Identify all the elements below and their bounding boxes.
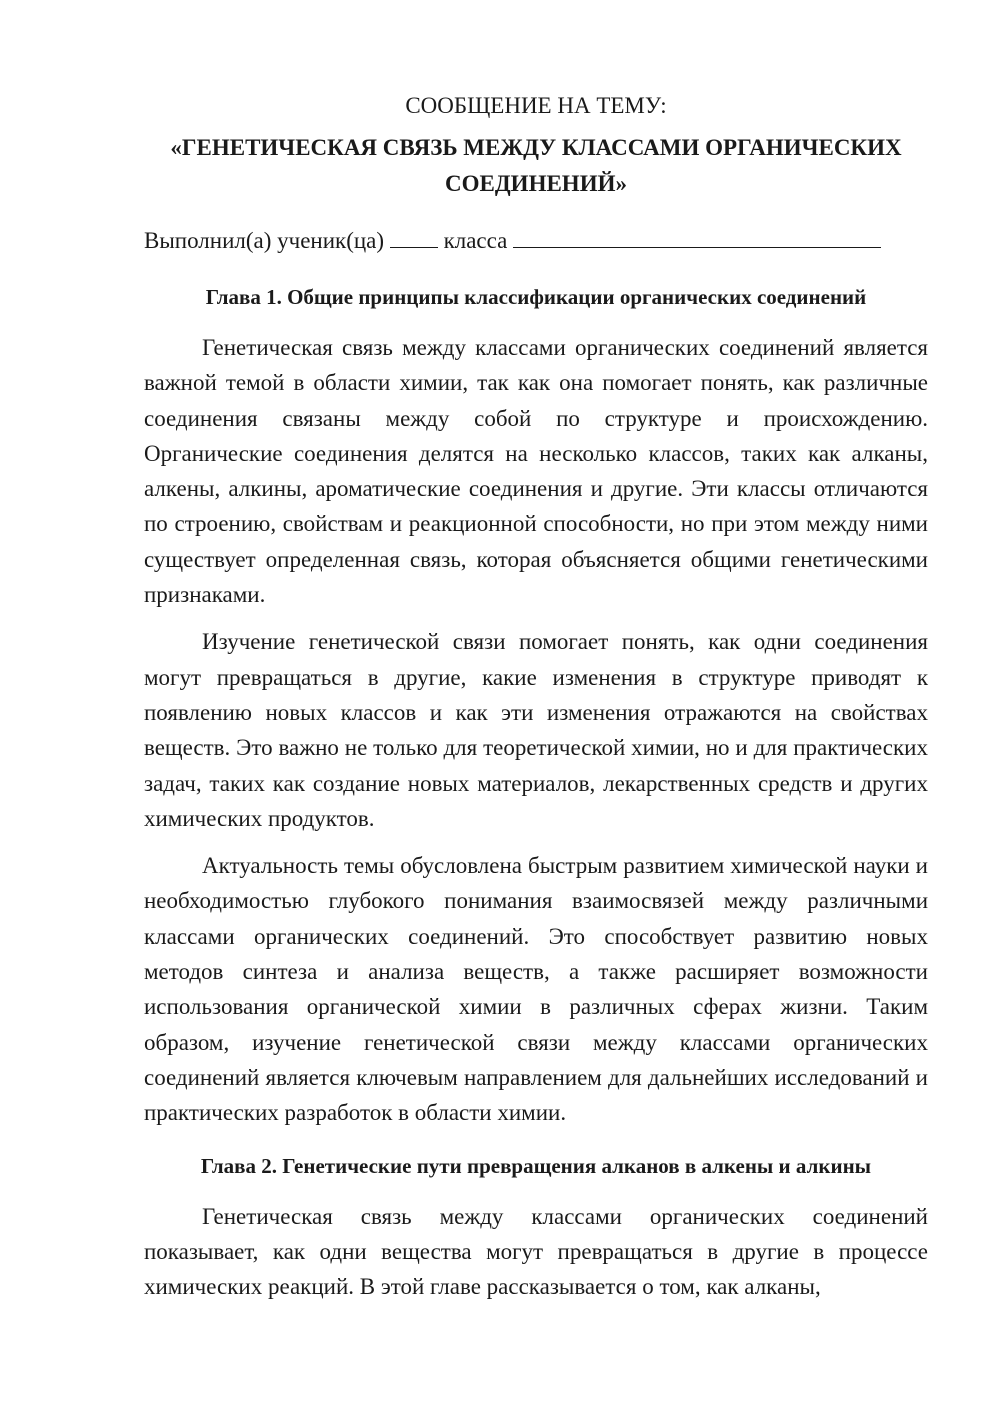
document-title: СООБЩЕНИЕ НА ТЕМУ:: [405, 93, 667, 118]
document-subtitle: «ГЕНЕТИЧЕСКАЯ СВЯЗЬ МЕЖДУ КЛАССАМИ ОРГАНИЧЕСКИХ СОЕДИНЕНИЙ»: [170, 135, 902, 196]
chapter-2-paragraph-1: Генетическая связь между классами органических соединений показывает, как одни вещества могут превращаться в другие в процессе химических реакций. В этой главе рассказывается о том, как алканы,: [144, 1203, 928, 1300]
class-number-blank: [390, 227, 438, 248]
document-page: [144, 88, 928, 1304]
author-label: Выполнил(а) ученик(ца): [144, 228, 385, 253]
chapter-1-heading: Глава 1. Общие принципы классификации органических соединений: [205, 285, 867, 309]
chapter-1-paragraph-3: Актуальность темы обусловлена быстрым развитием химической науки и необходимостью глубокого понимания взаимосвязей между различными классами органических соединений. Это способствует развитию новых методов синтеза и анализа веществ, а также расширяет возможности использования органической химии в различных сферах жизни. Таким образом, изучение генетической связи между классами органических соединений является ключевым направлением для дальнейших исследований и практических разработок в области химии.: [144, 853, 928, 1126]
author-line: [144, 224, 928, 258]
class-label: класса: [443, 228, 508, 253]
student-name-blank: [513, 227, 881, 248]
chapter-2-heading: Глава 2. Генетические пути превращения алканов в алкены и алкины: [200, 1153, 872, 1178]
chapter-1-paragraph-1: Генетическая связь между классами органических соединений является важной темой в области химии, так как она помогает понять, как различные соединения связаны между собой по структуре и происхождению. Органические соединения делятся на несколько классов, таких как алканы, алкены, алкины, ароматические соединения и другие. Эти классы отличаются по строению, свойствам и реакционной способности, но при этом между ними существует определенная связь, которая объясняется общими генетическими признаками.: [144, 335, 928, 608]
chapter-1-paragraph-2: Изучение генетической связи помогает понять, как одни соединения могут превращаться в другие, какие изменения в структуре приводят к появлению новых классов и как эти изменения отражаются на свойствах веществ. Это важно не только для теоретической химии, но и для практических задач, таких как создание новых материалов, лекарственных средств и других химических продуктов.: [144, 629, 928, 831]
